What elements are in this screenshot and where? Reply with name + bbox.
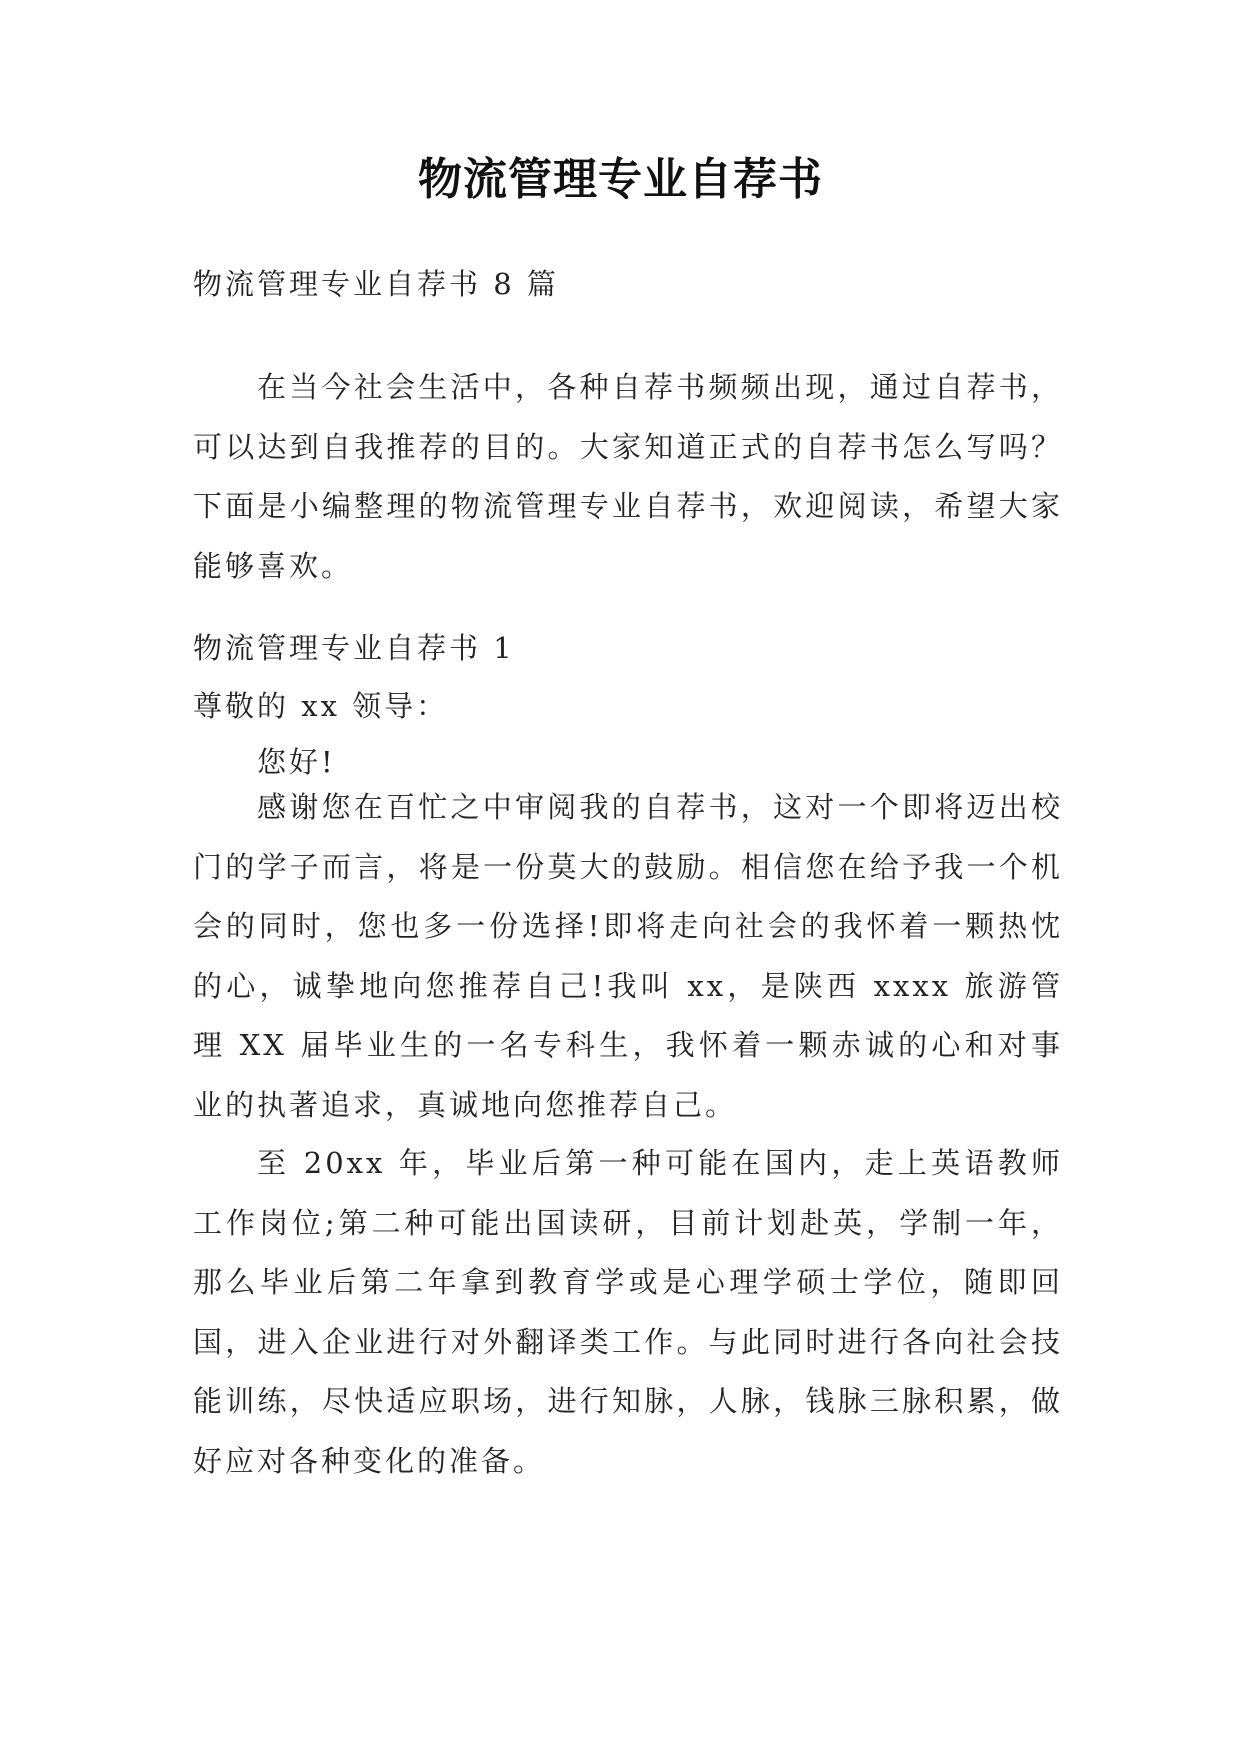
greeting: 您好! — [257, 745, 336, 779]
document-title: 物流管理专业自荐书 — [418, 154, 823, 205]
body-paragraph: 至 20xx 年，毕业后第一种可能在国内，走上英语教师工作岗位;第二种可能出国读研，目前计划赴英，学制一年，那么毕业后第二年拿到教育学或是心理学硕士学位，随即回国，进入企业进行对外翻译类工作。与此同时进行各向社会技能训练，尽快适应职场，进行知脉，人脉，钱脉三脉积累，做好应对各种变化的准备。 — [193, 1146, 1063, 1478]
body-paragraph: 感谢您在百忙之中审阅我的自荐书，这对一个即将迈出校门的学子而言，将是一份莫大的鼓励。相信您在给予我一个机会的同时，您也多一份选择!即将走向社会的我怀着一颗热忱的心，诚挚地向您推荐自己!我叫 xx，是陕西 xxxx 旅游管理 XX 届毕业生的一名专科生，我怀着一颗赤诚的心和对事业的执著追求，真诚地向您推荐自己。 — [193, 790, 1063, 1122]
salutation: 尊敬的 xx 领导： — [193, 689, 449, 723]
intro-paragraph: 在当今社会生活中，各种自荐书频频出现，通过自荐书，可以达到自我推荐的目的。大家知道正式的自荐书怎么写吗？下面是小编整理的物流管理专业自荐书，欢迎阅读，希望大家能够喜欢。 — [193, 370, 1063, 583]
document-subtitle: 物流管理专业自荐书 8 篇 — [193, 267, 559, 301]
section-heading: 物流管理专业自荐书 1 — [193, 631, 515, 665]
